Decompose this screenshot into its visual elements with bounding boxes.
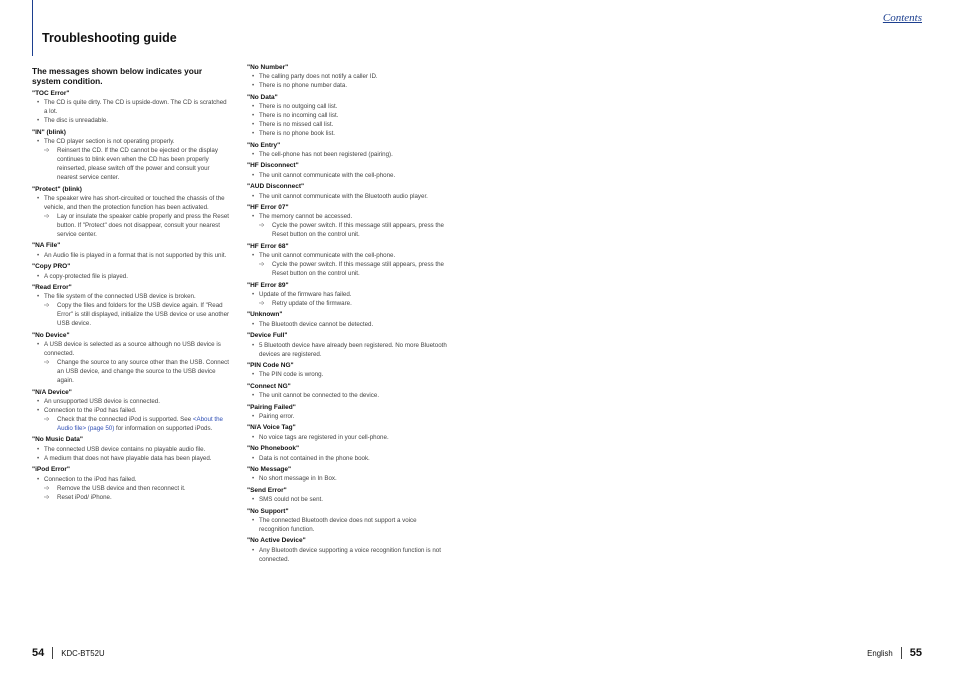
message-entry: [32, 389, 230, 433]
cause-item: • Connection to the iPod has failed.: [32, 475, 230, 484]
cause-item: • No short message in In Box.: [247, 474, 447, 483]
arrow-icon: ➩: [44, 213, 50, 220]
cause-list: [247, 212, 447, 239]
message-entry: [247, 383, 447, 400]
cause-list: [247, 341, 447, 359]
remedy-item: [32, 493, 230, 502]
message-entry: [247, 424, 447, 441]
cause-item: • The PIN code is wrong.: [247, 370, 447, 379]
footer-separator: [52, 647, 53, 659]
message-title: "N/A Voice Tag": [247, 424, 296, 432]
message-entry: [247, 243, 447, 278]
cause-item: • The connected USB device contains no playable audio file.: [32, 445, 230, 454]
message-title: "HF Disconnect": [247, 162, 299, 170]
message-entry: [32, 466, 230, 501]
message-entry: [247, 332, 447, 358]
message-entry: [247, 282, 447, 308]
right-entry-list: [247, 64, 447, 564]
message-entry: [247, 445, 447, 462]
page-title: Troubleshooting guide: [42, 31, 177, 45]
cause-item: • Any Bluetooth device supporting a voice recognition function is not connected.: [247, 546, 447, 564]
message-title: "No Support": [247, 507, 289, 515]
cause-list: [247, 290, 447, 308]
cause-list: [32, 397, 230, 433]
cause-item: • There is no phone number data.: [247, 81, 447, 90]
message-title: "No Message": [247, 465, 292, 473]
cause-list: [247, 433, 447, 442]
cause-item: • The CD player section is not operating properly.: [32, 137, 230, 146]
message-entry: [247, 311, 447, 328]
arrow-icon: ➩: [259, 222, 265, 230]
message-entry: [32, 332, 230, 385]
message-title: "No Entry": [247, 141, 281, 149]
cause-list: [247, 171, 447, 180]
remedy-item: [32, 484, 230, 493]
message-title: "Connect NG": [247, 382, 291, 390]
cause-list: [32, 137, 230, 182]
arrow-icon: ➩: [44, 493, 50, 501]
message-entry: [247, 162, 447, 179]
cause-item: • An Audio file is played in a format that is not supported by this unit.: [32, 251, 230, 260]
cause-item: • The cell-phone has not been registered (pairing).: [247, 150, 447, 159]
message-entry: [247, 94, 447, 138]
cause-item: • There is no incoming call list.: [247, 111, 447, 120]
cause-item: • The CD is quite dirty. The CD is upside-down. The CD is scratched a lot.: [32, 98, 230, 116]
message-entry: [32, 263, 230, 280]
message-title: "No Device": [32, 331, 70, 339]
cause-item: • The connected Bluetooth device does not support a voice recognition function.: [247, 516, 447, 534]
remedy-text: Retry update of the firmware.: [272, 299, 352, 307]
message-entry: [247, 404, 447, 421]
cause-list: [247, 454, 447, 463]
cause-list: [247, 546, 447, 564]
footer-separator: [901, 647, 902, 659]
message-title: "HF Error 68": [247, 242, 289, 250]
message-entry: [247, 362, 447, 379]
cause-list: [247, 516, 447, 534]
message-title: "No Number": [247, 64, 289, 71]
cause-item: • 5 Bluetooth device have already been registered. No more Bluetooth devices are registered.: [247, 341, 447, 359]
message-title: "NA File": [32, 242, 61, 250]
cause-item: • The unit cannot communicate with the cell-phone.: [247, 251, 447, 260]
cause-item: • A copy-protected file is played.: [32, 272, 230, 281]
remedy-text: Cycle the power switch. If this message still appears, press the Reset button on the control unit.: [272, 222, 444, 239]
remedy-item: [32, 146, 230, 182]
message-entry: [247, 487, 447, 504]
cross-reference-link[interactable]: <About the Audio file> (page 50): [57, 415, 223, 432]
cause-list: [247, 474, 447, 483]
remedy-text: Cycle the power switch. If this message still appears, press the Reset button on the control unit.: [272, 261, 444, 278]
remedy-text: Reinsert the CD. If the CD cannot be ejected or the display continues to blink even when the CD has been properly reinserted, please switch off the power and consult your nearest service center.: [57, 147, 218, 182]
message-title: "HF Error 07": [247, 203, 289, 211]
message-title: "No Phonebook": [247, 445, 300, 453]
remedy-text: Reset iPod/ iPhone.: [57, 493, 112, 501]
remedy-text: for information on supported iPods.: [114, 424, 213, 432]
message-entry: [247, 204, 447, 239]
cause-list: [247, 320, 447, 329]
cause-list: [247, 102, 447, 138]
message-title: "Read Error": [32, 283, 72, 291]
message-title: "No Music Data": [32, 436, 83, 444]
arrow-icon: ➩: [44, 302, 50, 310]
cause-item: • A medium that does not have playable data has been played.: [32, 454, 230, 463]
model-name: KDC-BT52U: [61, 648, 105, 658]
remedy-item: [32, 358, 230, 385]
message-entry: [32, 129, 230, 182]
cause-list: [32, 251, 230, 260]
message-title: "No Data": [247, 93, 278, 101]
remedy-text: Lay or insulate the speaker cable properly and press the Reset button. If "Protect" does not disappear, consult your nearest service center.: [57, 213, 229, 238]
cause-item: • There is no missed call list.: [247, 120, 447, 129]
cause-item: • There is no outgoing call list.: [247, 102, 447, 111]
cause-list: [32, 194, 230, 239]
message-entry: [247, 183, 447, 200]
intro-heading: The messages shown below indicates your system condition.: [32, 66, 203, 86]
cause-item: • The speaker wire has short-circuited or touched the chassis of the vehicle, and then the protection function has been activated.: [32, 194, 230, 212]
cause-item: • The unit cannot be connected to the device.: [247, 391, 447, 400]
cause-list: [32, 98, 230, 125]
remedy-text: Change the source to any source other than the USB. Connect an USB device, and change the source to the USB device again.: [57, 359, 229, 385]
page-number-right: 55: [909, 647, 922, 659]
contents-link[interactable]: Contents: [882, 12, 922, 24]
cause-item: • No voice tags are registered in your cell-phone.: [247, 433, 447, 442]
message-title: "Pairing Failed": [247, 403, 296, 411]
cause-list: [247, 412, 447, 421]
remedy-item: [247, 299, 447, 308]
message-entry: [247, 142, 447, 159]
cause-list: [247, 150, 447, 159]
cause-item: • The Bluetooth device cannot be detected.: [247, 320, 447, 329]
cause-item: • Update of the firmware has failed.: [247, 290, 447, 299]
footer-right: [867, 647, 922, 659]
remedy-text: Check that the connected iPod is supported. See: [57, 415, 193, 423]
remedy-item: [32, 212, 230, 239]
message-title: "Unknown": [247, 311, 283, 319]
message-entry: [32, 242, 230, 259]
remedy-text: Copy the files and folders for the USB device again. If "Read Error" is still displayed, initialize the USB device or use another USB device.: [57, 302, 230, 328]
arrow-icon: ➩: [259, 261, 265, 269]
message-title: "Device Full": [247, 332, 288, 340]
cause-item: • The file system of the connected USB device is broken.: [32, 292, 230, 301]
header-rule: [32, 0, 33, 56]
cause-item: • An unsupported USB device is connected.: [32, 397, 230, 406]
message-title: "N/A Device": [32, 388, 72, 396]
cause-list: [247, 72, 447, 90]
cause-item: • Connection to the iPod has failed.: [32, 406, 230, 415]
message-title: "IN" (blink): [32, 128, 66, 136]
message-title: "iPod Error": [32, 466, 70, 474]
cause-list: [247, 370, 447, 379]
cause-list: [32, 272, 230, 281]
cause-item: • A USB device is selected as a source although no USB device is connected.: [32, 340, 230, 358]
cause-list: [32, 292, 230, 328]
arrow-icon: ➩: [44, 147, 50, 155]
remedy-item: [247, 221, 447, 239]
message-entry: [247, 466, 447, 483]
message-title: "HF Error 89": [247, 281, 289, 289]
message-title: "Send Error": [247, 486, 287, 494]
message-entry: [32, 90, 230, 125]
remedy-text: Remove the USB device and then reconnect it.: [57, 484, 186, 492]
arrow-icon: ➩: [44, 484, 50, 492]
cause-item: • SMS could not be sent.: [247, 495, 447, 504]
cause-item: • Data is not contained in the phone book.: [247, 454, 447, 463]
remedy-item: [247, 260, 447, 278]
message-title: "PIN Code NG": [247, 361, 294, 369]
message-title: "AUD Disconnect": [247, 183, 305, 191]
cause-item: • The memory cannot be accessed.: [247, 212, 447, 221]
left-entry-list: [32, 90, 230, 502]
message-entry: [32, 284, 230, 328]
cause-item: • The calling party does not notify a caller ID.: [247, 72, 447, 81]
message-title: "TOC Error": [32, 90, 70, 97]
arrow-icon: ➩: [259, 299, 265, 307]
right-column: [247, 64, 447, 567]
cause-item: • There is no phone book list.: [247, 129, 447, 138]
remedy-item: [32, 301, 230, 328]
page-number-left: 54: [32, 647, 45, 659]
cause-list: [247, 391, 447, 400]
cause-list: [247, 192, 447, 201]
cause-list: [32, 340, 230, 385]
message-entry: [32, 436, 230, 462]
message-title: "Protect" (blink): [32, 185, 82, 193]
arrow-icon: ➩: [44, 359, 50, 367]
remedy-item: [32, 415, 230, 433]
message-title: "No Active Device": [247, 537, 306, 545]
message-title: "Copy PRO": [32, 263, 71, 271]
message-entry: [32, 186, 230, 239]
cause-list: [32, 445, 230, 463]
cause-item: • The disc is unreadable.: [32, 116, 230, 125]
cause-item: • Pairing error.: [247, 412, 447, 421]
cause-list: [32, 475, 230, 502]
message-entry: [247, 64, 447, 90]
language-label: English: [867, 648, 893, 658]
message-entry: [247, 537, 447, 563]
left-column: [32, 64, 230, 505]
message-entry: [247, 508, 447, 534]
cause-item: • The unit cannot communicate with the Bluetooth audio player.: [247, 192, 447, 201]
cause-list: [247, 251, 447, 278]
arrow-icon: ➩: [44, 415, 50, 423]
cause-list: [247, 495, 447, 504]
cause-item: • The unit cannot communicate with the cell-phone.: [247, 171, 447, 180]
footer-left: [32, 647, 105, 659]
